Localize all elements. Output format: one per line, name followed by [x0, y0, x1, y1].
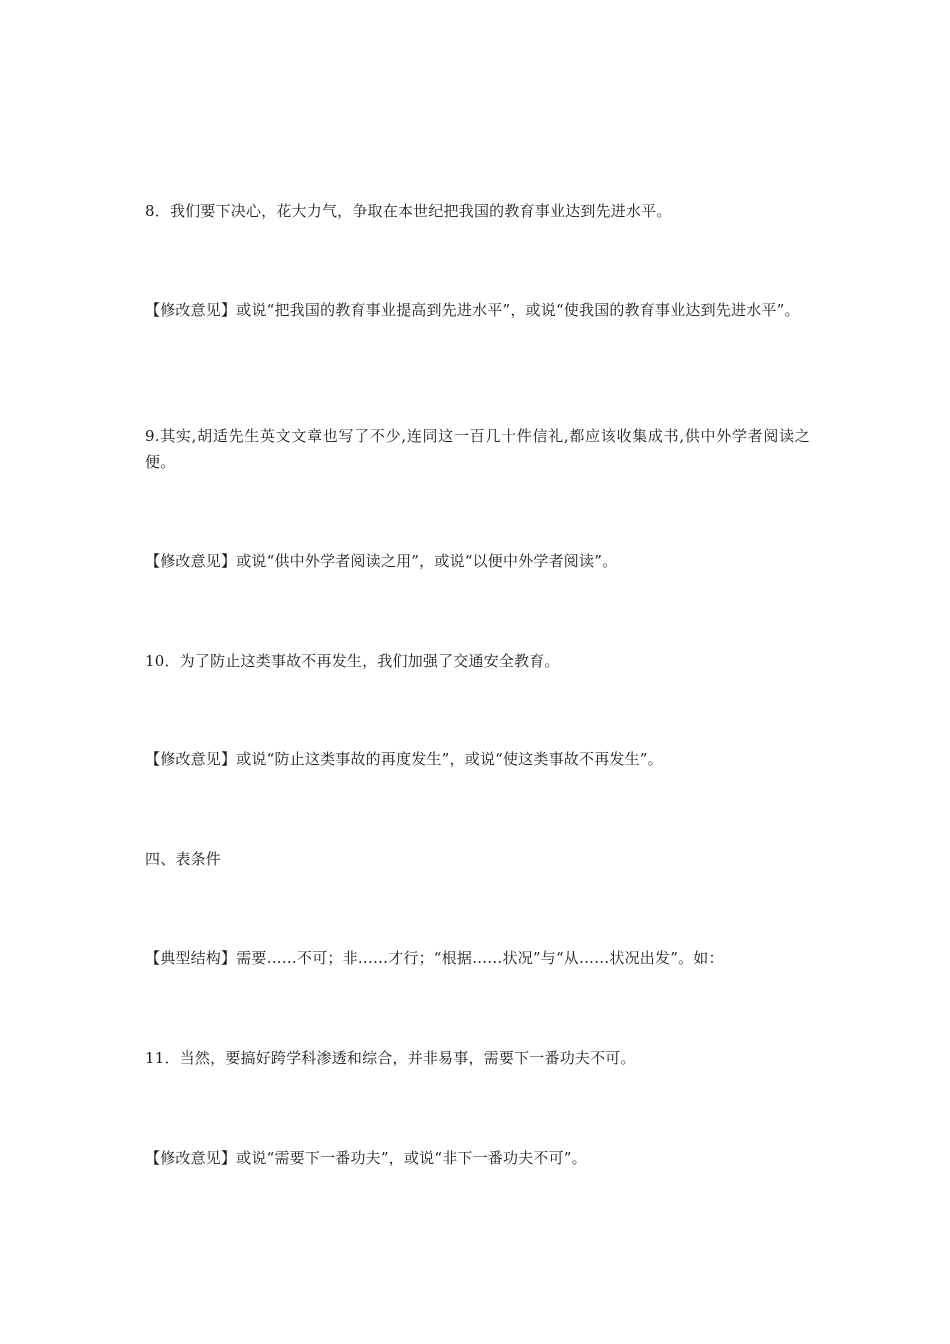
typical-structure: 【典型结构】需要……不可；非……才行；“根据……状况”与“从……状况出发”。如：: [145, 949, 724, 967]
section-heading: 四、表条件: [145, 850, 222, 868]
sentence-8: 8．我们要下决心，花大力气，争取在本世纪把我国的教育事业达到先进水平。: [145, 202, 672, 220]
sentence-10: 10．为了防止这类事故不再发生，我们加强了交通安全教育。: [145, 652, 560, 670]
revision-note-10: 【修改意见】或说“防止这类事故的再度发生”，或说“使这类事故不再发生”。: [145, 750, 663, 768]
sentence-11: 11．当然，要搞好跨学科渗透和综合，并非易事，需要下一番功夫不可。: [145, 1049, 636, 1067]
sentence-9: 9.其实,胡适先生英文文章也写了不少,连同这一百几十件信礼,都应该收集成书,供中外学者阅读之便。: [145, 427, 810, 471]
revision-note-8: 【修改意见】或说“把我国的教育事业提高到先进水平”，或说“使我国的教育事业达到先进水平”。: [145, 301, 800, 319]
revision-note-9: 【修改意见】或说“供中外学者阅读之用”，或说“以便中外学者阅读”。: [145, 552, 618, 570]
revision-note-11: 【修改意见】或说“需要下一番功夫”，或说“非下一番功夫不可”。: [145, 1149, 587, 1167]
